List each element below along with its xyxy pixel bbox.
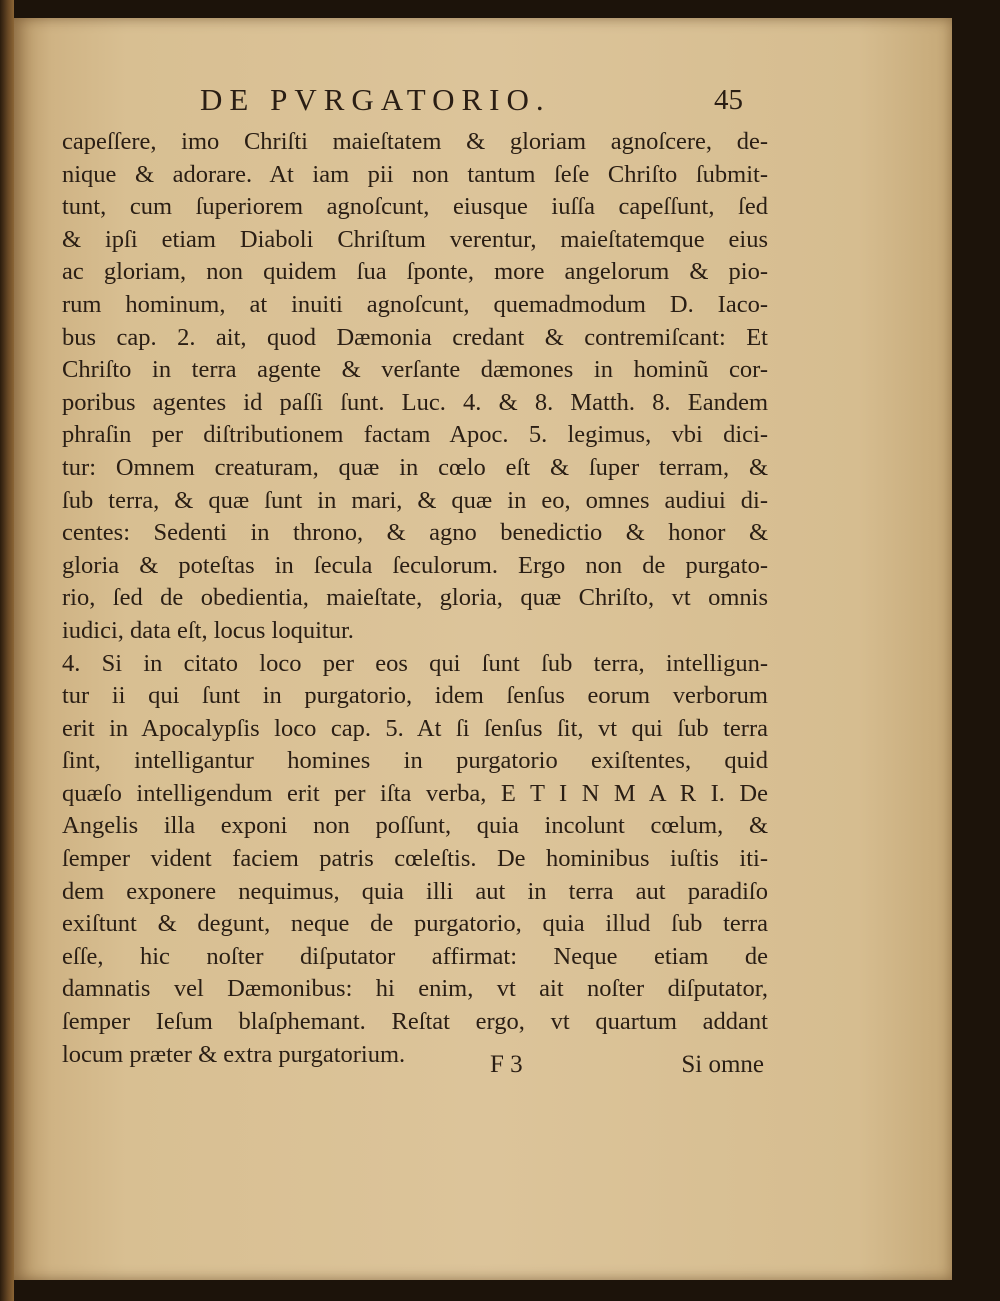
text-line: capeſſere, imo Chriſti maieſtatem & gloriam agnoſcere, de-: [62, 128, 768, 155]
text-line: eſſe, hic noſter diſputator affirmat: Neque etiam de: [62, 942, 768, 970]
text-line: rum hominum, at inuiti agnoſcunt, quemadmodum D. Iaco-: [62, 290, 768, 318]
page-number: 45: [714, 84, 743, 116]
text-line: ac gloriam, non quidem ſua ſponte, more angelorum & pio-: [62, 258, 768, 286]
text-line: dem exponere nequimus, quia illi aut in terra aut paradiſo: [62, 877, 768, 905]
page-footer: [62, 1048, 768, 1082]
text-line: & ipſi etiam Diaboli Chriſtum verentur, maieſtatemque eius: [62, 225, 768, 253]
text-line: iudici, data eſt, locus loquitur.: [62, 616, 354, 644]
text-line: ſub terra, & quæ ſunt in mari, & quæ in eo, omnes audiui di-: [62, 486, 768, 514]
text-line: gloria & poteſtas in ſecula ſeculorum. Ergo non de purgato-: [62, 551, 768, 579]
text-line: phraſin per diſtributionem factam Apoc. 5. legimus, vbi dici-: [62, 421, 768, 449]
text-line: exiſtunt & degunt, neque de purgatorio, quia illud ſub terra: [62, 910, 768, 938]
text-line: tur: Omnem creaturam, quæ in cœlo eſt & ſuper terram, &: [62, 453, 768, 481]
text-line: ſemper vident faciem patris cœleſtis. De hominibus iuſtis iti-: [62, 845, 768, 873]
book-binding: [0, 0, 14, 1301]
text-line: nique & adorare. At iam pii non tantum ſeſe Chriſto ſubmit-: [62, 160, 768, 188]
body-text: [62, 126, 768, 1071]
text-line: 4. Si in citato loco per eos qui ſunt ſub terra, intelligun-: [62, 649, 768, 677]
catchword: Si omne: [681, 1051, 764, 1078]
running-header: DE PVRGATORIO.: [200, 82, 551, 117]
text-line: Chriſto in terra agente & verſante dæmones in hominũ cor-: [62, 356, 768, 384]
text-line: damnatis vel Dæmonibus: hi enim, vt ait noſter diſputator,: [62, 975, 768, 1003]
text-line: bus cap. 2. ait, quod Dæmonia credant & contremiſcant: Et: [62, 323, 768, 351]
text-line: quæſo intelligendum erit per iſta verba, E T I N M A R I. De: [62, 779, 768, 807]
text-line: centes: Sedenti in throno, & agno benedictio & honor &: [62, 519, 768, 547]
text-line: Angelis illa exponi non poſſunt, quia incolunt cœlum, &: [62, 812, 768, 840]
text-line: ſint, intelligantur homines in purgatorio exiſtentes, quid: [62, 747, 768, 775]
signature-mark: F 3: [490, 1051, 523, 1078]
text-line: ſemper Ieſum blaſphemant. Reſtat ergo, vt quartum addant: [62, 1008, 768, 1036]
text-line: tur ii qui ſunt in purgatorio, idem ſenſus eorum verborum: [62, 682, 768, 710]
text-line: rio, ſed de obedientia, maieſtate, gloria, quæ Chriſto, vt omnis: [62, 584, 768, 612]
text-line: locum præter & extra purgatorium.: [62, 1040, 406, 1068]
text-line: poribus agentes id paſſi ſunt. Luc. 4. & 8. Matth. 8. Eandem: [62, 388, 768, 416]
text-line: tunt, cum ſuperiorem agnoſcunt, eiusque iuſſa capeſſunt, ſed: [62, 193, 768, 221]
text-line: erit in Apocalypſis loco cap. 5. At ſi ſenſus ſit, vt qui ſub terra: [62, 714, 768, 742]
